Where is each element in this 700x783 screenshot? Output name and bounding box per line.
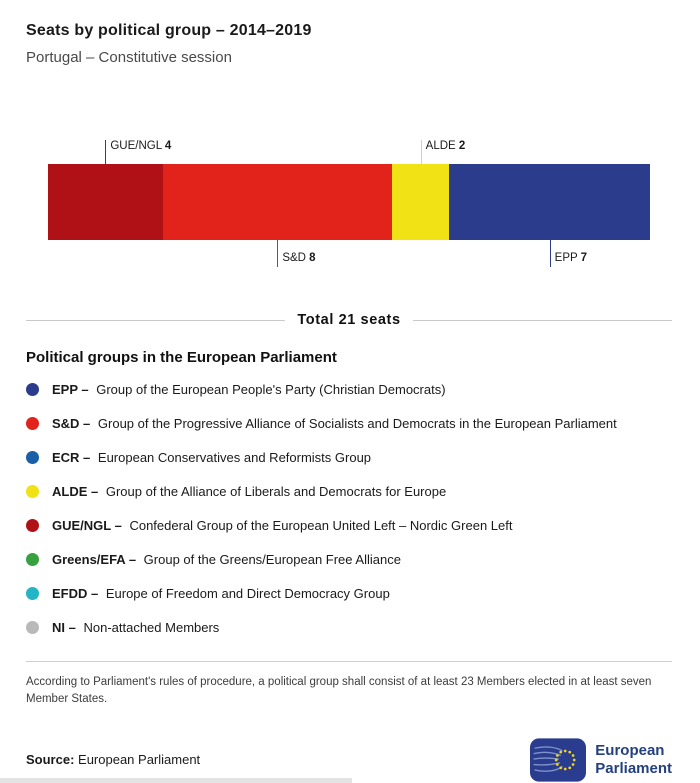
legend-label-epp: EPP – Group of the European People's Party (Christian Democrats) bbox=[52, 381, 446, 397]
legend-label-ecr: ECR – European Conservatives and Reformists Group bbox=[52, 449, 372, 465]
callout-line-sd bbox=[277, 240, 278, 267]
legend-item-alde bbox=[26, 483, 672, 499]
ep-logo-line1: European bbox=[595, 741, 665, 759]
page-title: Seats by political group – 2014–2019 bbox=[26, 22, 312, 39]
callout-line-gue-ngl bbox=[105, 140, 106, 164]
legend-label-ni: NI – Non-attached Members bbox=[52, 619, 220, 635]
bar-segment-gue-ngl bbox=[48, 164, 163, 240]
total-seats-label: Total 21 seats bbox=[297, 312, 401, 328]
bar-label-gue-ngl: GUE/NGL 4 bbox=[110, 140, 172, 152]
source-line bbox=[26, 752, 200, 767]
legend-item-ni bbox=[26, 619, 672, 635]
legend-dot-alde bbox=[26, 485, 39, 498]
legend-label-alde: ALDE – Group of the Alliance of Liberals and Democrats for Europe bbox=[52, 483, 447, 499]
legend-label-greens-efa: Greens/EFA – Group of the Greens/European Free Alliance bbox=[52, 551, 401, 567]
legend-dot-efdd bbox=[26, 587, 39, 600]
european-parliament-logo bbox=[530, 738, 672, 782]
legend-dot-greens-efa bbox=[26, 553, 39, 566]
bottom-strip bbox=[0, 778, 352, 783]
callouts-top bbox=[48, 140, 650, 164]
legend-list bbox=[26, 381, 672, 635]
legend-dot-gue-ngl bbox=[26, 519, 39, 532]
legend-item-ecr bbox=[26, 449, 672, 465]
legend-label-gue-ngl: GUE/NGL – Confederal Group of the European United Left – Nordic Green Left bbox=[52, 517, 513, 533]
legend-heading: Political groups in the European Parliament bbox=[26, 349, 337, 366]
legend-label-efdd: EFDD – Europe of Freedom and Direct Democracy Group bbox=[52, 585, 390, 601]
page-subtitle: Portugal – Constitutive session bbox=[26, 49, 232, 66]
ep-logo-icon bbox=[530, 738, 586, 782]
footnote: According to Parliament's rules of procedure, a political group shall consist of at least 23 Members elected in at least seven Member States. bbox=[26, 676, 652, 706]
bar-label-alde: ALDE 2 bbox=[425, 140, 466, 152]
legend-item-efdd bbox=[26, 585, 672, 601]
legend-label-sd: S&D – Group of the Progressive Alliance of Socialists and Democrats in the European Parliament bbox=[52, 415, 617, 431]
bar-segment-sd bbox=[163, 164, 392, 240]
callout-line-epp bbox=[550, 240, 551, 267]
stacked-bar-chart bbox=[48, 140, 650, 267]
legend-item-sd bbox=[26, 415, 672, 431]
bar-label-epp: EPP 7 bbox=[554, 252, 588, 264]
legend-item-greens-efa bbox=[26, 551, 672, 567]
footnote-divider bbox=[26, 661, 672, 662]
legend-dot-ni bbox=[26, 621, 39, 634]
divider-rule-right bbox=[413, 320, 672, 321]
bar-segment-alde bbox=[392, 164, 449, 240]
callouts-bottom bbox=[48, 240, 650, 267]
total-seats-divider bbox=[26, 312, 672, 328]
seats-bar bbox=[48, 164, 650, 240]
divider-rule-left bbox=[26, 320, 285, 321]
footer bbox=[26, 738, 672, 782]
legend-dot-sd bbox=[26, 417, 39, 430]
legend-dot-epp bbox=[26, 383, 39, 396]
ep-logo-text bbox=[595, 742, 672, 778]
bar-segment-epp bbox=[449, 164, 650, 240]
legend-item-epp bbox=[26, 381, 672, 397]
ep-logo-line2: Parliament bbox=[595, 759, 672, 777]
bar-label-sd: S&D 8 bbox=[282, 252, 316, 264]
source-value: European Parliament bbox=[78, 752, 201, 767]
source-label: Source: bbox=[26, 752, 75, 767]
callout-line-alde bbox=[421, 140, 422, 164]
legend-item-gue-ngl bbox=[26, 517, 672, 533]
legend-dot-ecr bbox=[26, 451, 39, 464]
